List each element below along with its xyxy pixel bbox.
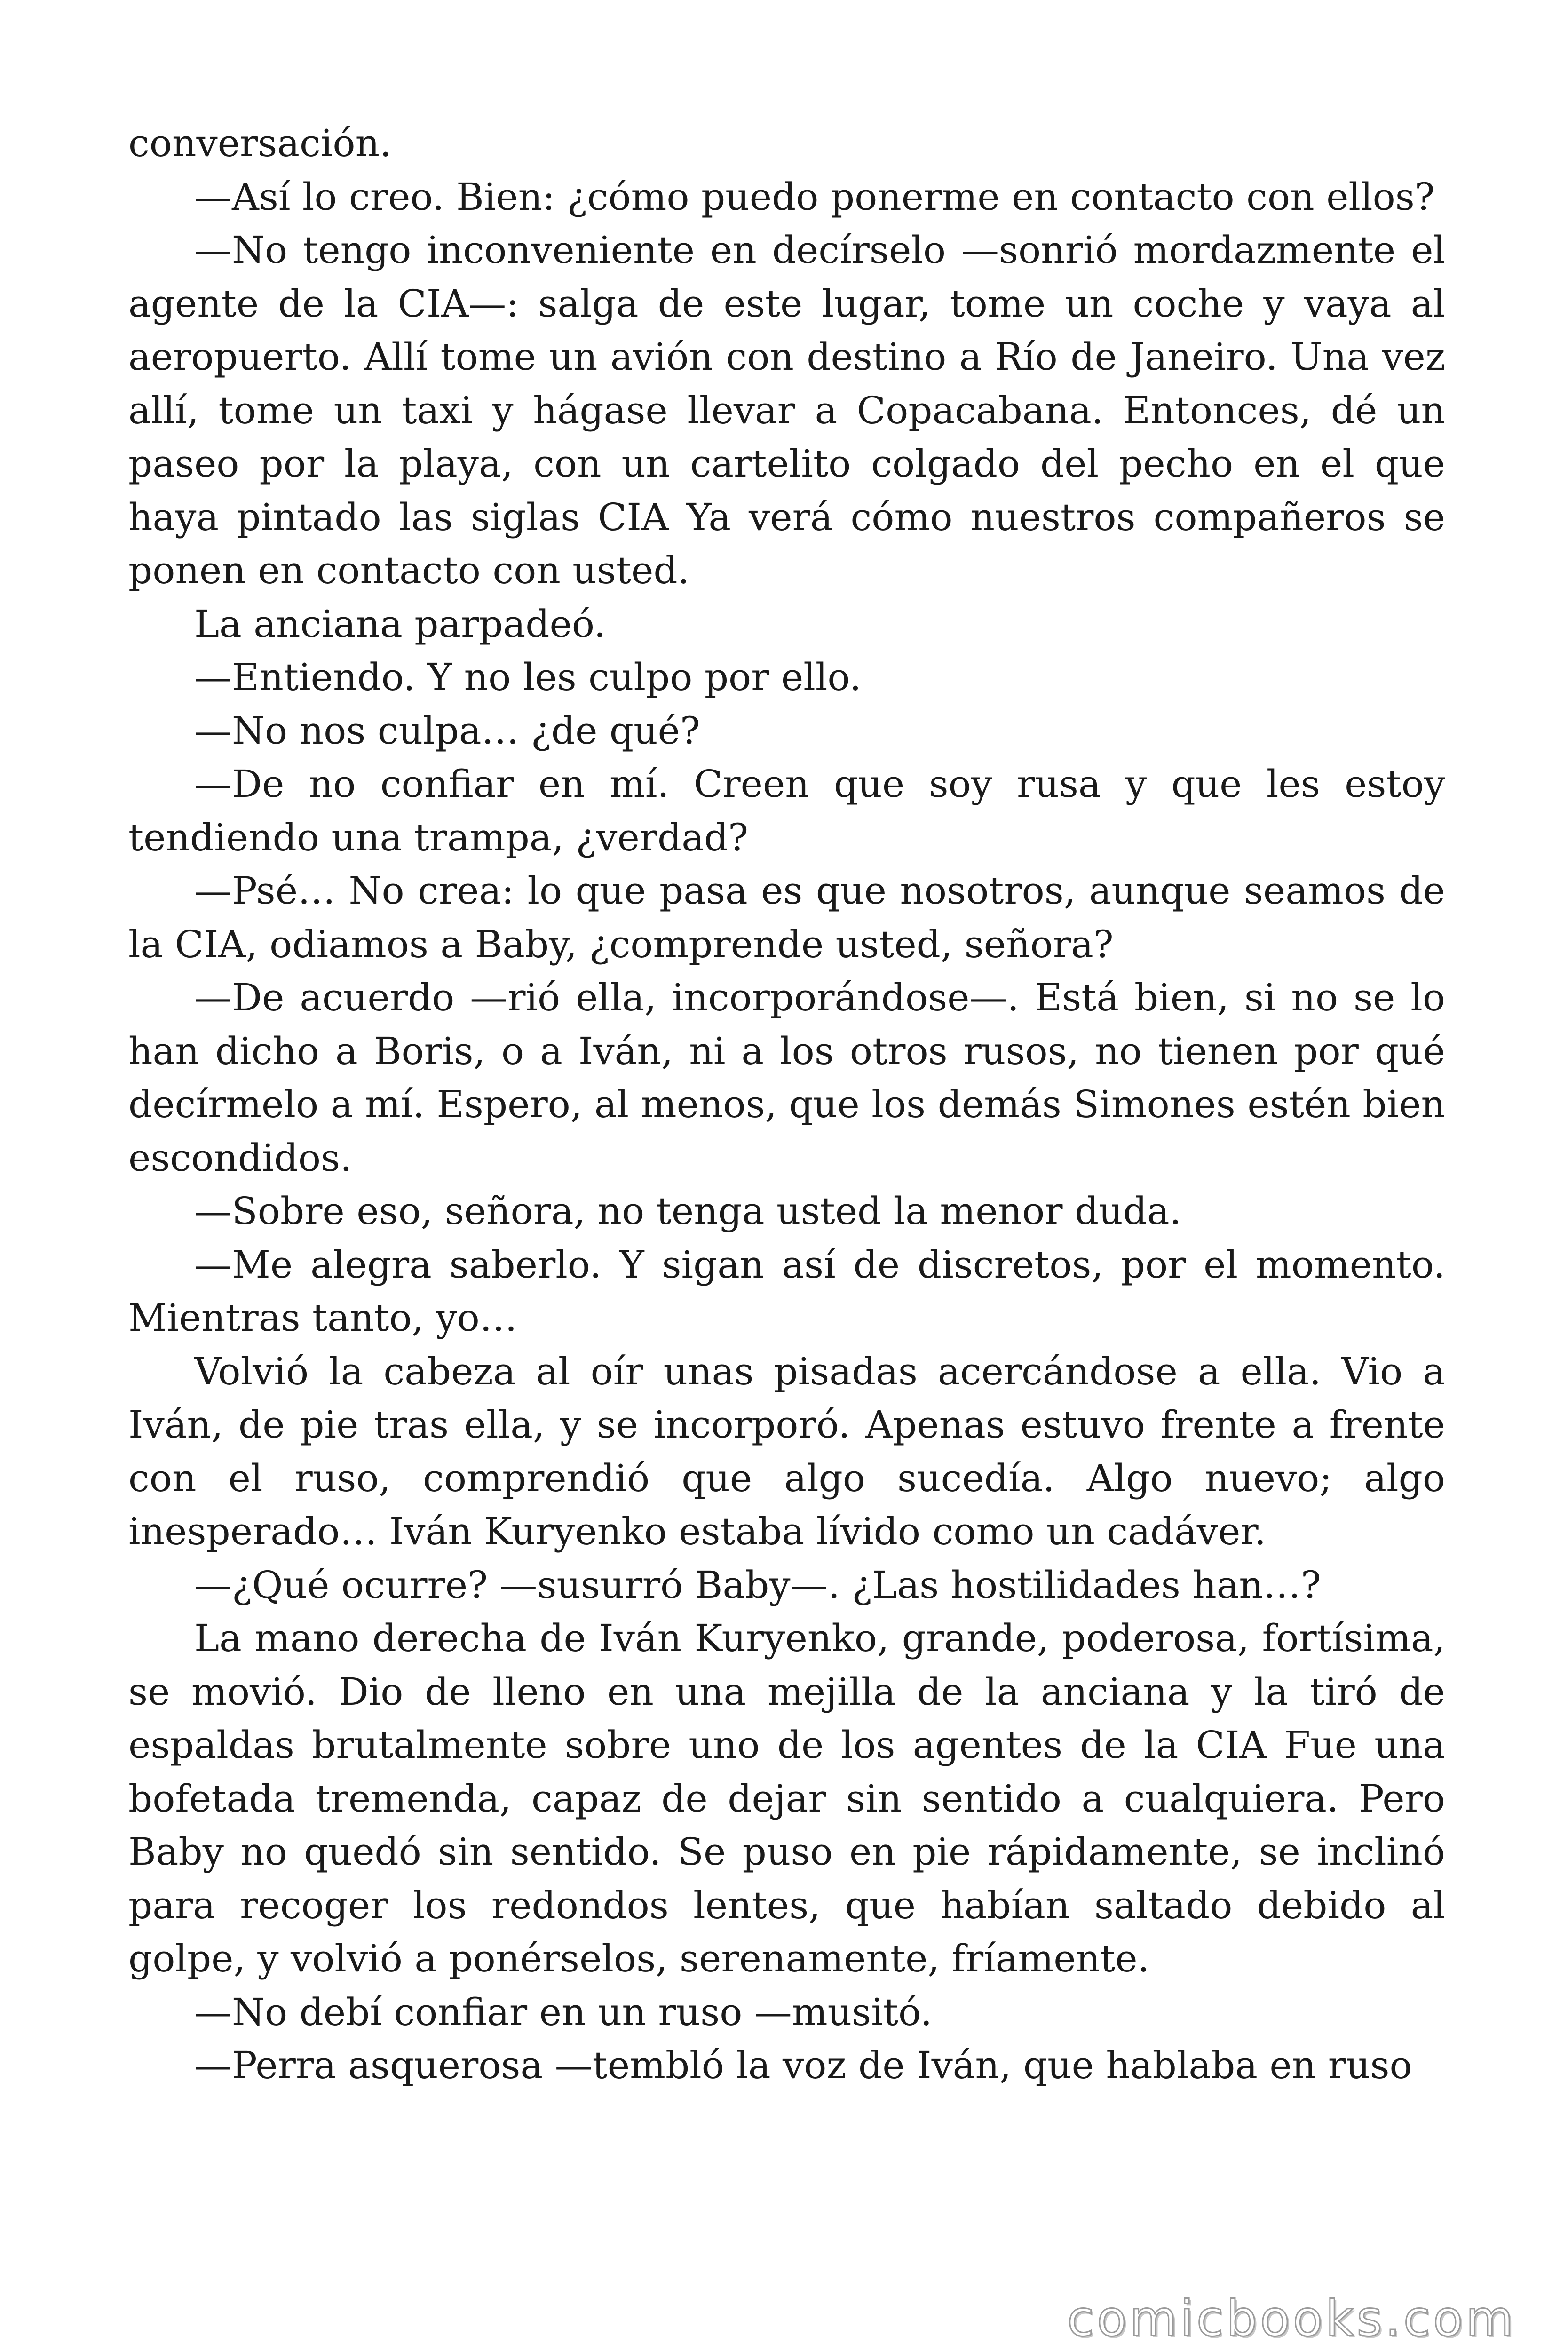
paragraph-9: —De acuerdo —rió ella, incorporándose—. Está bien, si no se lo han dicho a Boris, o a Iván, ni a los otros rusos, no tienen por qué decírmelo a mí. Espero, al menos, que los demás Simones estén bien escondidos. [128, 976, 1445, 1180]
paragraph-5: —Entiendo. Y no les culpo por ello. [194, 655, 862, 699]
watermark: comicbooks.com [1067, 2290, 1516, 2347]
paragraph-4: La anciana parpadeó. [194, 602, 606, 646]
paragraph-15: —No debí confiar en un ruso —musitó. [194, 1990, 933, 2034]
page-body [128, 117, 1445, 2092]
paragraph-8: —Psé… No crea: lo que pasa es que nosotros, aunque seamos de la CIA, odiamos a Baby, ¿comprende usted, señora? [128, 869, 1445, 966]
paragraph-3: —No tengo inconveniente en decírselo —sonrió mordazmente el agente de la CIA—: salga de este lugar, tome un coche y vaya al aeropuerto. Allí tome un avión con destino a Río de Janeiro. Una vez allí, tome un taxi y hágase llevar a Copacabana. Entonces, dé un paseo por la playa, con un cartelito colgado del pecho en el que haya pintado las siglas CIA Ya verá cómo nuestros compañeros se ponen en contacto con usted. [128, 228, 1445, 592]
paragraph-11: —Me alegra saberlo. Y sigan así de discretos, por el momento. Mientras tanto, yo… [128, 1242, 1445, 1340]
paragraph-6: —No nos culpa… ¿de qué? [194, 708, 700, 753]
paragraph-10: —Sobre eso, señora, no tenga usted la menor duda. [194, 1189, 1182, 1233]
paragraph-16: —Perra asquerosa —tembló la voz de Iván, que hablaba en ruso [194, 2043, 1412, 2087]
paragraph-14: La mano derecha de Iván Kuryenko, grande, poderosa, fortísima, se movió. Dio de lleno en una mejilla de la anciana y la tiró de espaldas brutalmente sobre uno de los agentes de la CIA Fue una bofetada tremenda, capaz de dejar sin sentido a cualquiera. Pero Baby no quedó sin sentido. Se puso en pie rápidamente, se inclinó para recoger los redondos lentes, que habían saltado debido al golpe, y volvió a ponérselos, serenamente, fríamente. [128, 1616, 1445, 1980]
paragraph-2: —Así lo creo. Bien: ¿cómo puedo ponerme en contacto con ellos? [194, 175, 1435, 219]
paragraph-12: Volvió la cabeza al oír unas pisadas acercándose a ella. Vio a Iván, de pie tras ella, y se incorporó. Apenas estuvo frente a frente con el ruso, comprendió que algo sucedía. Algo nuevo; algo inesperado… Iván Kuryenko estaba lívido como un cadáver. [128, 1349, 1445, 1553]
paragraph-13: —¿Qué ocurre? —susurró Baby—. ¿Las hostilidades han…? [194, 1563, 1321, 1607]
paragraph-1: conversación. [128, 121, 392, 165]
paragraph-7: —De no confiar en mí. Creen que soy rusa y que les estoy tendiendo una trampa, ¿verdad? [128, 762, 1445, 859]
